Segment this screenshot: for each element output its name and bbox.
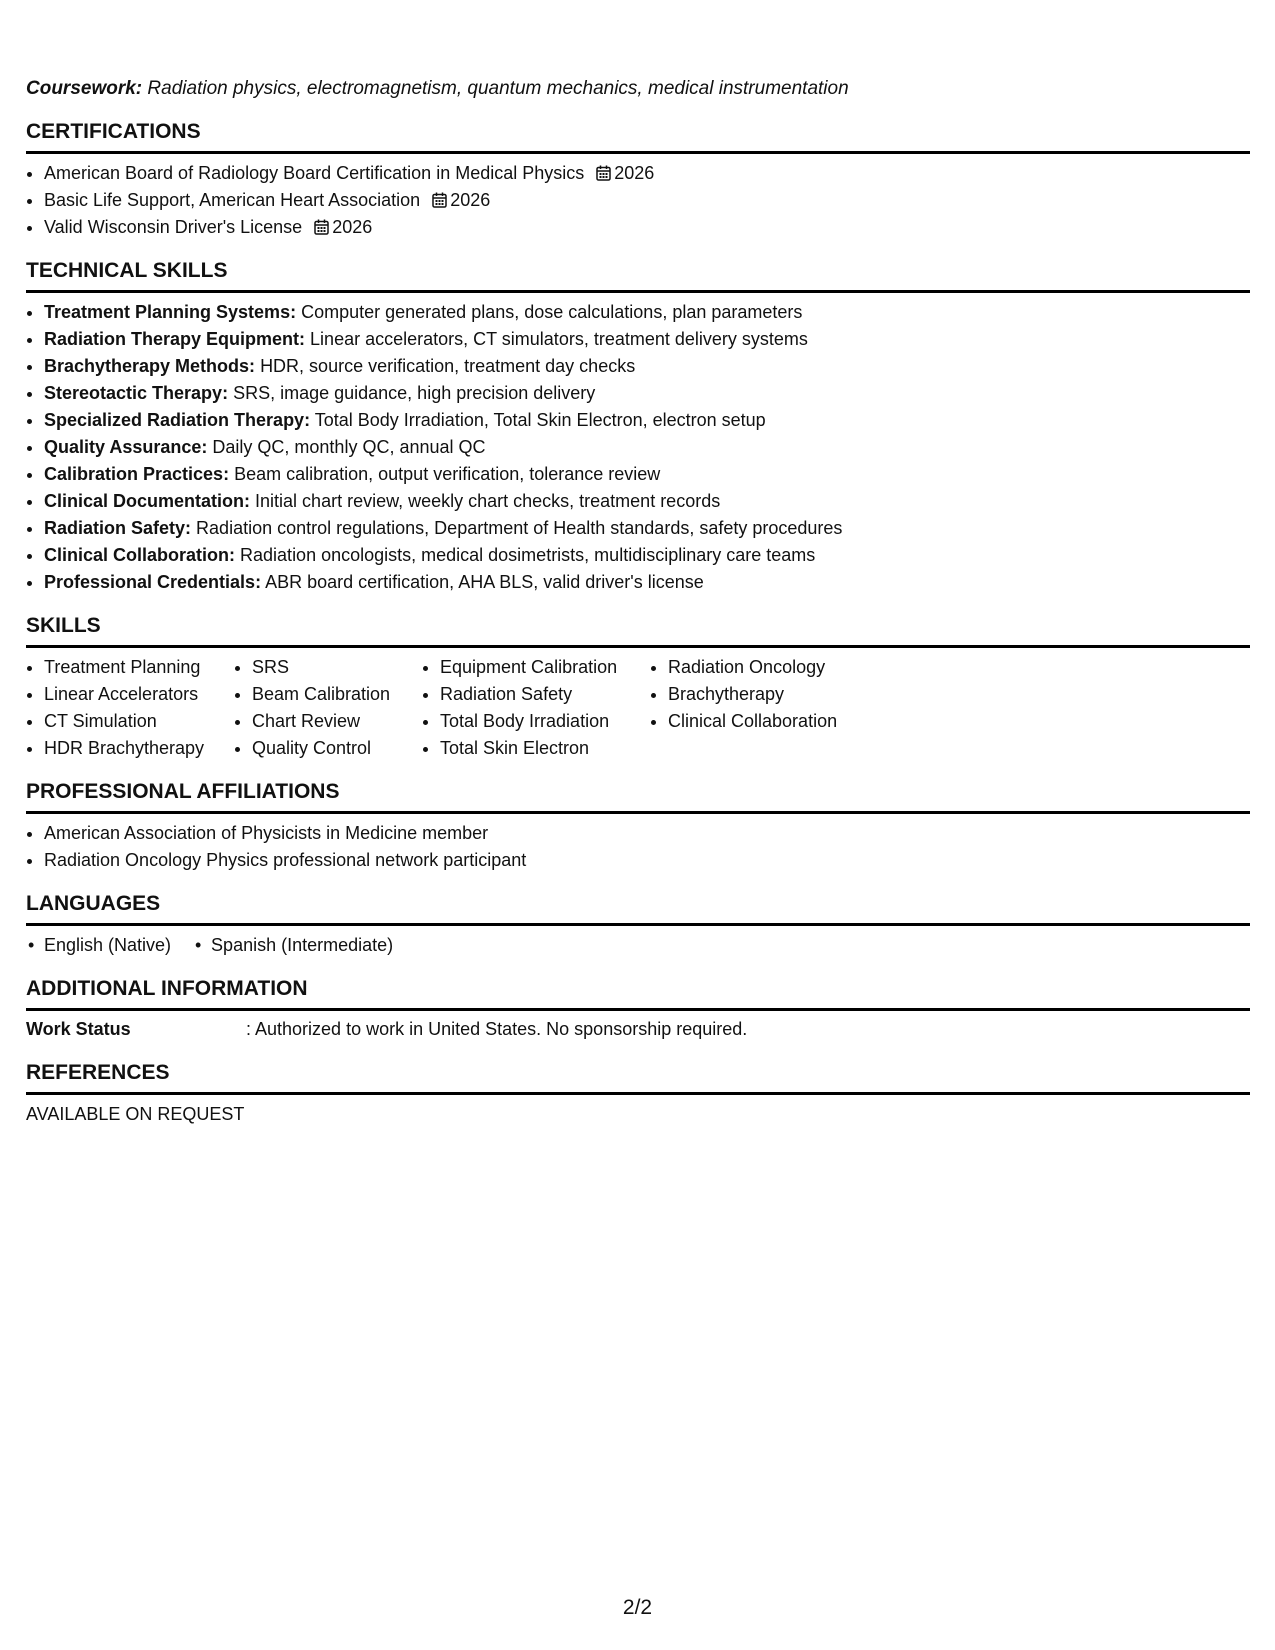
- calendar-icon: [314, 219, 329, 235]
- section-title-languages: LANGUAGES: [26, 890, 1250, 926]
- section-title-additional-information: ADDITIONAL INFORMATION: [26, 975, 1250, 1011]
- coursework-text: Radiation physics, electromagnetism, quantum mechanics, medical instrumentation: [147, 78, 849, 99]
- section-title-references: REFERENCES: [26, 1059, 1250, 1095]
- skill-item: • Total Body Irradiation: [440, 708, 650, 735]
- affiliation-item: • American Association of Physicists in Medicine member: [44, 820, 1250, 847]
- technical-skill-label: Quality Assurance:: [44, 437, 208, 457]
- certification-year: 2026: [332, 217, 373, 237]
- skills-column: [650, 654, 888, 762]
- skill-item: • Chart Review: [252, 708, 422, 735]
- language-item: • Spanish (Intermediate): [193, 932, 393, 959]
- skill-item: • HDR Brachytherapy: [44, 735, 234, 762]
- section-title-certifications: CERTIFICATIONS: [26, 118, 1250, 154]
- skills-grid: [26, 654, 1250, 762]
- certification-year: 2026: [614, 163, 655, 183]
- technical-skill-item: [44, 434, 1250, 461]
- technical-skill-item: [44, 407, 1250, 434]
- technical-skill-label: Stereotactic Therapy:: [44, 383, 229, 403]
- work-status-value: : Authorized to work in United States. No sponsorship required.: [246, 1019, 748, 1039]
- technical-skill-item: [44, 461, 1250, 488]
- technical-skill-item: [44, 569, 1250, 596]
- technical-skill-item: [44, 380, 1250, 407]
- certifications-list: [26, 160, 1250, 241]
- page-number: 2/2: [622, 1596, 653, 1619]
- skill-item: • CT Simulation: [44, 708, 234, 735]
- technical-skill-text: SRS, image guidance, high precision delivery: [233, 383, 596, 403]
- skill-item: • Clinical Collaboration: [668, 708, 888, 735]
- technical-skill-item: [44, 326, 1250, 353]
- calendar-icon: [432, 192, 447, 208]
- skill-item: • Total Skin Electron: [440, 735, 650, 762]
- certification-text: Basic Life Support, American Heart Association: [44, 190, 421, 210]
- technical-skill-text: Radiation control regulations, Department of Health standards, safety procedures: [196, 518, 843, 538]
- skill-item: • SRS: [252, 654, 422, 681]
- skill-item: • Treatment Planning: [44, 654, 234, 681]
- technical-skills-list: [26, 299, 1250, 596]
- certification-year: 2026: [450, 190, 491, 210]
- technical-skill-label: Radiation Safety:: [44, 518, 192, 538]
- affiliations-list: [26, 820, 1250, 874]
- technical-skill-label: Calibration Practices:: [44, 464, 230, 484]
- technical-skill-item: [44, 488, 1250, 515]
- skill-item: • Brachytherapy: [668, 681, 888, 708]
- technical-skill-text: Beam calibration, output verification, tolerance review: [234, 464, 661, 484]
- technical-skill-label: Treatment Planning Systems:: [44, 302, 297, 322]
- technical-skill-text: Total Body Irradiation, Total Skin Electron, electron setup: [314, 410, 766, 430]
- technical-skill-item: [44, 299, 1250, 326]
- references-text: AVAILABLE ON REQUEST: [26, 1104, 245, 1124]
- technical-skill-label: Brachytherapy Methods:: [44, 356, 256, 376]
- technical-skill-label: Clinical Documentation:: [44, 491, 251, 511]
- technical-skill-label: Specialized Radiation Therapy:: [44, 410, 311, 430]
- section-title-technical-skills: TECHNICAL SKILLS: [26, 257, 1250, 293]
- skill-item: • Equipment Calibration: [440, 654, 650, 681]
- technical-skill-text: Initial chart review, weekly chart checks, treatment records: [255, 491, 721, 511]
- skills-column: [26, 654, 234, 762]
- languages-list: [26, 932, 1250, 959]
- work-status-row: [26, 1016, 1250, 1043]
- skill-item: • Radiation Oncology: [668, 654, 888, 681]
- technical-skill-text: Linear accelerators, CT simulators, treatment delivery systems: [310, 329, 808, 349]
- resume-page: [26, 76, 1250, 1128]
- certification-item: [44, 214, 1250, 241]
- language-item: • English (Native): [26, 932, 171, 959]
- calendar-icon: [596, 165, 611, 181]
- skills-column: [422, 654, 650, 762]
- coursework-line: [26, 76, 1250, 102]
- certification-item: [44, 160, 1250, 187]
- technical-skill-text: HDR, source verification, treatment day checks: [260, 356, 636, 376]
- certification-item: [44, 187, 1250, 214]
- work-status-label: Work Status: [26, 1019, 131, 1039]
- technical-skill-text: Daily QC, monthly QC, annual QC: [212, 437, 486, 457]
- skill-item: • Quality Control: [252, 735, 422, 762]
- section-title-skills: SKILLS: [26, 612, 1250, 648]
- technical-skill-text: Computer generated plans, dose calculations, plan parameters: [301, 302, 803, 322]
- technical-skill-label: Clinical Collaboration:: [44, 545, 236, 565]
- technical-skill-label: Professional Credentials:: [44, 572, 262, 592]
- technical-skill-text: ABR board certification, AHA BLS, valid driver's license: [265, 572, 704, 592]
- certification-text: American Board of Radiology Board Certification in Medical Physics: [44, 163, 585, 183]
- skill-item: • Radiation Safety: [440, 681, 650, 708]
- certification-text: Valid Wisconsin Driver's License: [44, 217, 303, 237]
- affiliation-item: • Radiation Oncology Physics professional network participant: [44, 847, 1250, 874]
- technical-skill-item: [44, 515, 1250, 542]
- technical-skill-item: [44, 353, 1250, 380]
- skill-item: • Linear Accelerators: [44, 681, 234, 708]
- skill-item: • Beam Calibration: [252, 681, 422, 708]
- technical-skill-item: [44, 542, 1250, 569]
- technical-skill-label: Radiation Therapy Equipment:: [44, 329, 306, 349]
- section-title-affiliations: PROFESSIONAL AFFILIATIONS: [26, 778, 1250, 814]
- coursework-label: Coursework:: [26, 78, 143, 99]
- skills-column: [234, 654, 422, 762]
- technical-skill-text: Radiation oncologists, medical dosimetrists, multidisciplinary care teams: [240, 545, 816, 565]
